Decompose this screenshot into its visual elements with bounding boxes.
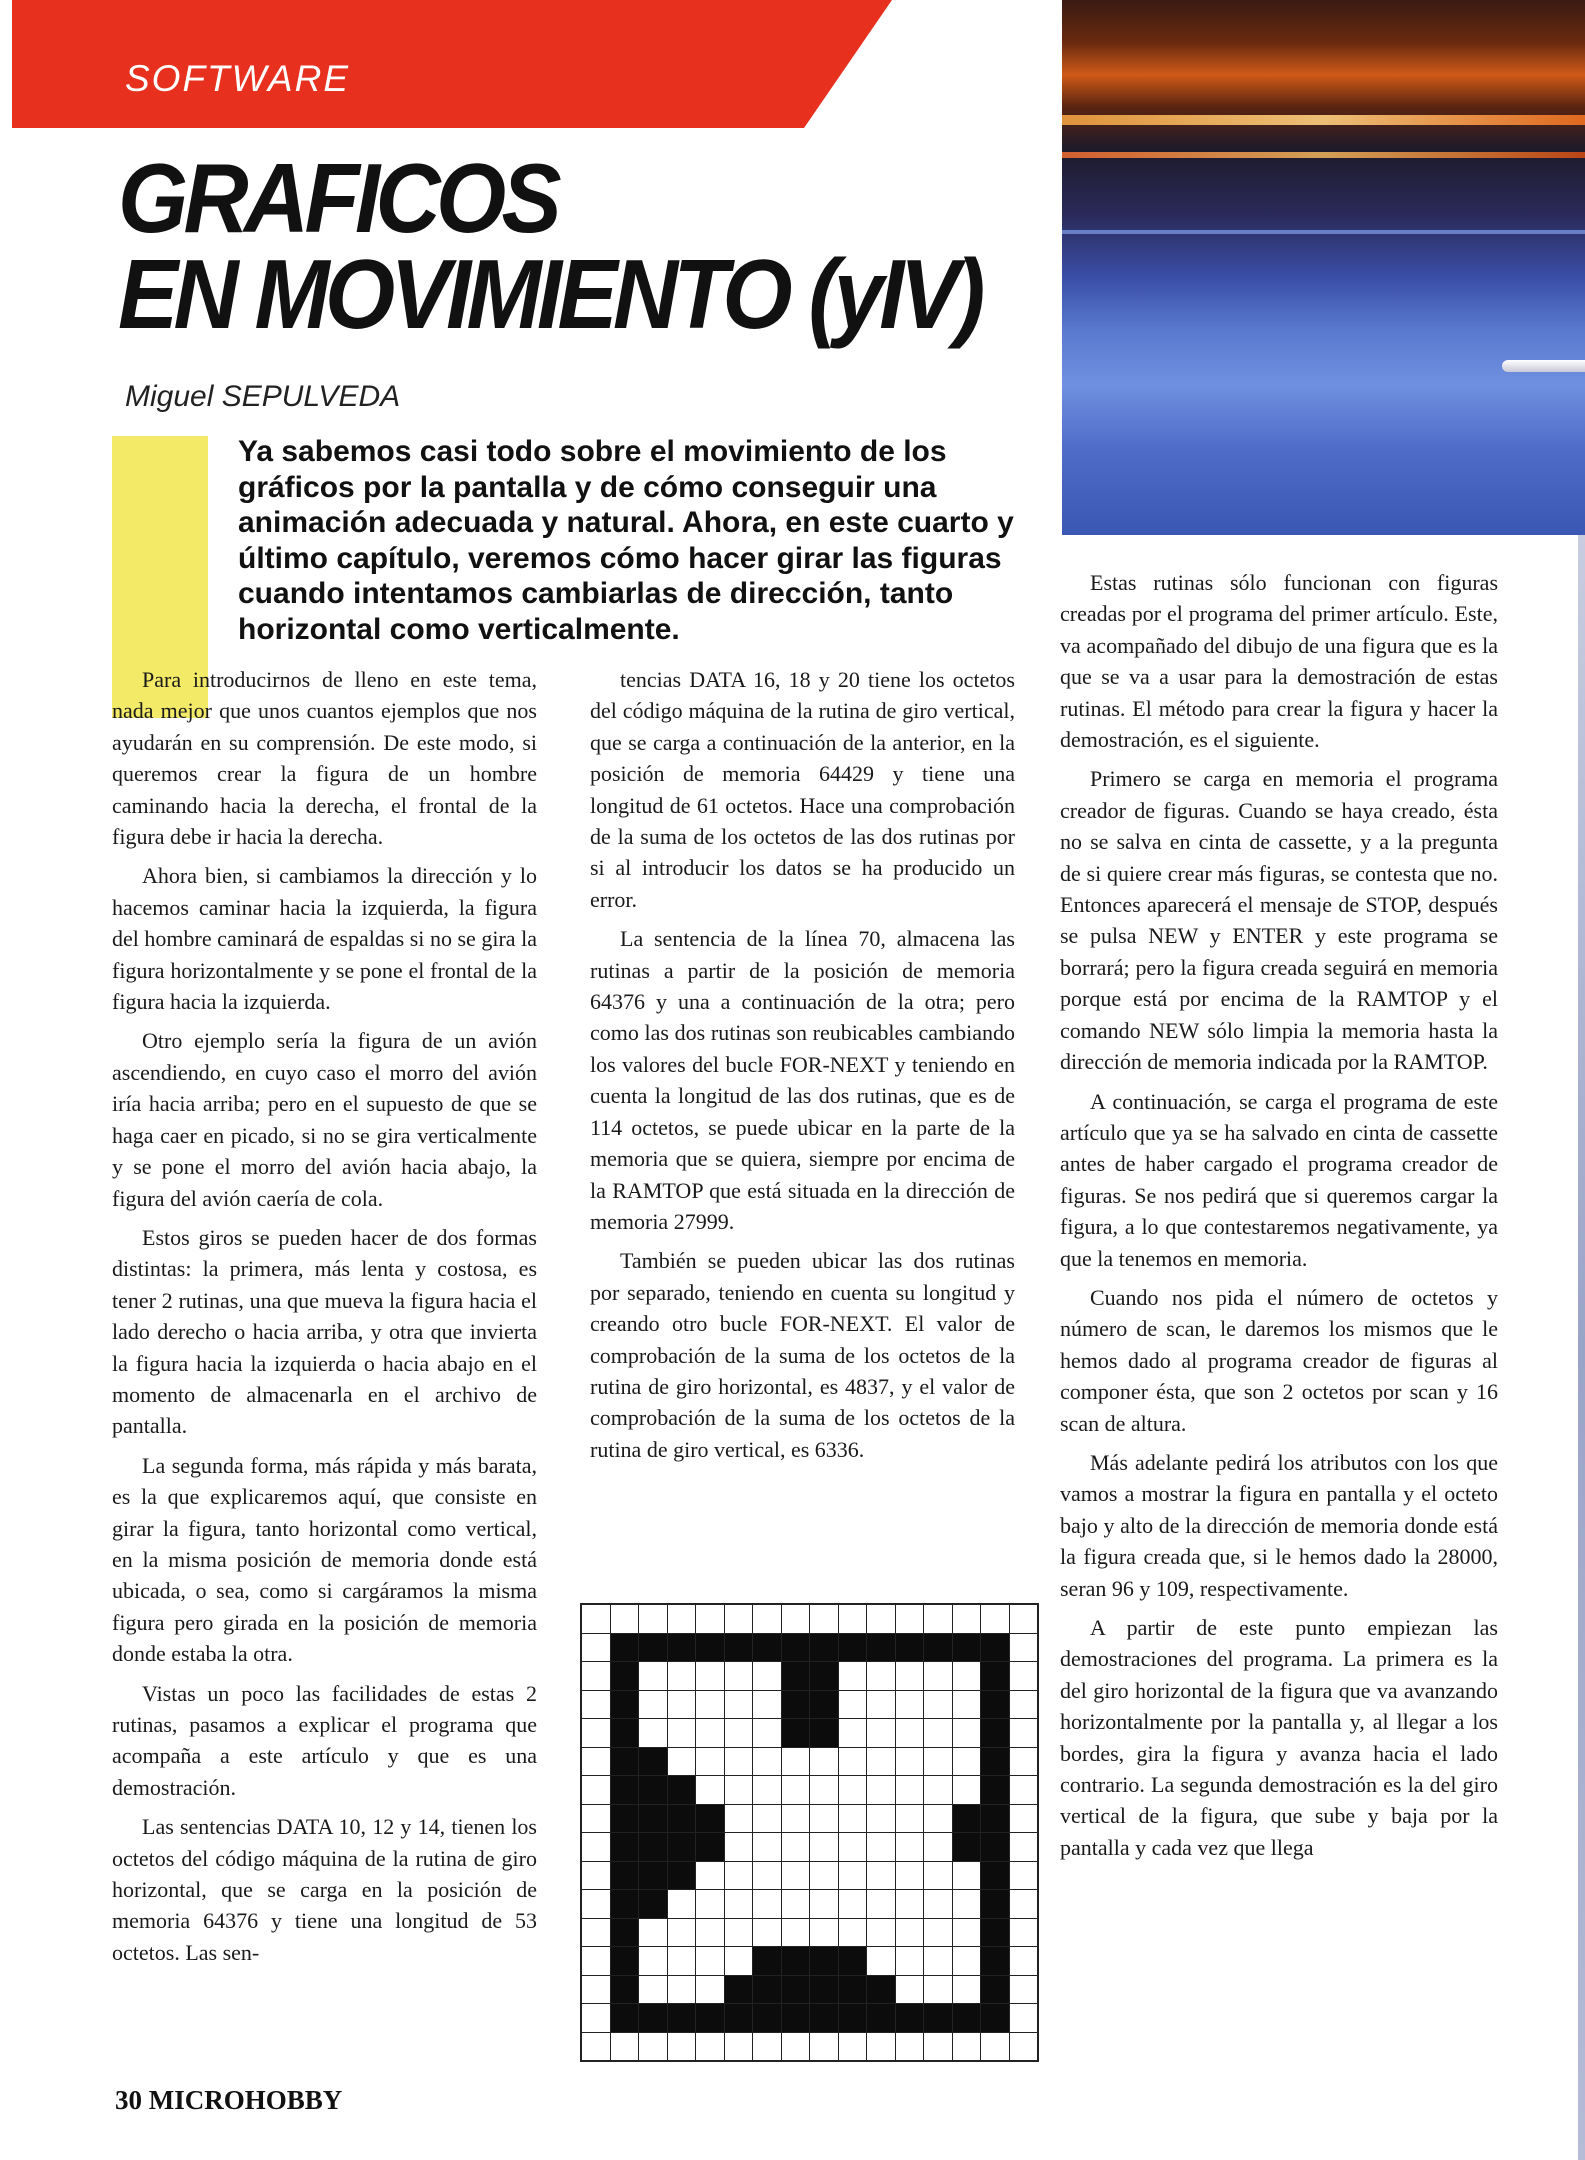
grid-cell (896, 1919, 924, 1947)
grid-cell (924, 1719, 952, 1747)
grid-cell (981, 2033, 1009, 2061)
grid-cell (867, 1919, 895, 1947)
grid-cell (725, 2033, 753, 2061)
grid-cell (953, 1862, 981, 1890)
grid-cell (810, 1691, 838, 1719)
grid-cell (924, 1748, 952, 1776)
grid-cell (896, 2033, 924, 2061)
grid-cell (896, 1605, 924, 1633)
grid-cell (782, 1947, 810, 1975)
paragraph: Las sentencias DATA 10, 12 y 14, tienen los octetos del código máquina de la rutina de giro horizontal, que se carga en la posición de memoria 64376 y tiene una longitud de 53 octetos. Las sen- (112, 1814, 537, 1965)
grid-cell (810, 2004, 838, 2032)
text-column-3 (1060, 567, 1498, 1871)
grid-cell (611, 1776, 639, 1804)
grid-cell (639, 2004, 667, 2032)
grid-cell (839, 1748, 867, 1776)
page-folio: 30 MICROHOBBY (115, 2085, 343, 2115)
grid-cell (896, 1662, 924, 1690)
grid-cell (981, 1634, 1009, 1662)
grid-cell (639, 1833, 667, 1861)
grid-cell (810, 1776, 838, 1804)
grid-cell (782, 1862, 810, 1890)
grid-cell (867, 1776, 895, 1804)
grid-cell (753, 1919, 781, 1947)
grid-cell (611, 1890, 639, 1918)
grid-cell (924, 2004, 952, 2032)
grid-cell (668, 1748, 696, 1776)
header-photo (1062, 0, 1585, 535)
grid-cell (611, 1605, 639, 1633)
grid-cell (981, 1776, 1009, 1804)
grid-cell (810, 2033, 838, 2061)
grid-cell (696, 1833, 724, 1861)
paragraph: tencias DATA 16, 18 y 20 tiene los octetos del código máquina de la rutina de giro vertical, que se carga a continuación de la anterior, en la posición de memoria 64429 y tiene una longitud de 61 octetos. Hace una comprobación de la suma de los octetos de las dos rutinas por si al introducir los datos se ha producido un error. (590, 667, 1015, 912)
photo-light-streak (1062, 230, 1585, 234)
grid-cell (953, 1833, 981, 1861)
grid-cell (611, 2004, 639, 2032)
grid-cell (924, 1919, 952, 1947)
grid-cell (782, 1691, 810, 1719)
grid-cell (725, 1719, 753, 1747)
grid-cell (924, 1605, 952, 1633)
grid-cell (611, 1719, 639, 1747)
paragraph: Primero se carga en memoria el programa creador de figuras. Cuando se haya creado, ésta no se salva en cinta de cassette, y a la pregunta de si quiere crear más figuras, se contesta que no. Entonces aparecerá el mensaje de STOP, después se pulsa NEW y ENTER y este programa se borrará; pero la figura creada seguirá en memoria porque está por encima de la RAMTOP y el comando NEW sólo limpia la memoria hasta la dirección de memoria indicada por la RAMTOP. (1060, 766, 1498, 1075)
grid-cell (839, 1805, 867, 1833)
grid-cell (668, 1947, 696, 1975)
grid-cell (953, 1805, 981, 1833)
grid-cell (953, 1748, 981, 1776)
grid-cell (725, 1919, 753, 1947)
grid-cell (839, 1862, 867, 1890)
grid-cell (753, 1976, 781, 2004)
paragraph: También se pueden ubicar las dos rutinas por separado, teniendo en cuenta su longitud y creando otro bucle FOR-NEXT. El valor de comprobación de la suma de los octetos de la rutina de giro horizontal, es 4837, y el valor de comprobación de la suma de los octetos de la rutina de giro vertical, es 6336. (590, 1248, 1015, 1462)
grid-cell (668, 1719, 696, 1747)
grid-cell (839, 1833, 867, 1861)
grid-cell (924, 1890, 952, 1918)
grid-cell (753, 1890, 781, 1918)
grid-cell (753, 1634, 781, 1662)
grid-cell (753, 1862, 781, 1890)
grid-cell (639, 1976, 667, 2004)
grid-cell (611, 1748, 639, 1776)
grid-cell (896, 1805, 924, 1833)
grid-cell (668, 1805, 696, 1833)
paragraph: Ahora bien, si cambiamos la dirección y lo hacemos caminar hacia la izquierda, la figura del hombre caminará de espaldas si no se gira la figura horizontalmente y se pone el frontal de la figura hacia la izquierda. (112, 863, 537, 1015)
grid-cell (582, 1691, 610, 1719)
grid-cell (639, 1890, 667, 1918)
paragraph: Más adelante pedirá los atributos con los que vamos a mostrar la figura en pantalla y el octeto bajo y alto de la dirección de memoria donde está la figura creada que, si le hemos dado la 28000, seran 96 y 109, respectivamente. (1060, 1449, 1498, 1601)
title-line-1: GRAFICOS (118, 143, 558, 253)
grid-cell (839, 1605, 867, 1633)
grid-cell (725, 1634, 753, 1662)
grid-cell (839, 1776, 867, 1804)
grid-cell (810, 1634, 838, 1662)
grid-cell (896, 1634, 924, 1662)
grid-cell (668, 1662, 696, 1690)
grid-cell (867, 1862, 895, 1890)
grid-cell (696, 2033, 724, 2061)
photo-missile (1502, 360, 1585, 372)
grid-cell (810, 1719, 838, 1747)
grid-cell (668, 1919, 696, 1947)
grid-cell (696, 1634, 724, 1662)
grid-cell (582, 1833, 610, 1861)
grid-cell (953, 1662, 981, 1690)
grid-cell (953, 1919, 981, 1947)
grid-cell (611, 1947, 639, 1975)
grid-cell (696, 1748, 724, 1776)
grid-cell (867, 2004, 895, 2032)
paragraph: Otro ejemplo sería la figura de un avión ascendiendo, en cuyo caso el morro del avión iría hacia arriba; pero en el supuesto de que se haga caer en picado, si no se gira verticalmente y se pone el morro del avión hacia abajo, la figura del avión caería de cola. (112, 1028, 537, 1211)
grid-cell (668, 1833, 696, 1861)
grid-cell (753, 1805, 781, 1833)
grid-cell (611, 1862, 639, 1890)
grid-cell (810, 1748, 838, 1776)
grid-cell (725, 2004, 753, 2032)
grid-cell (924, 1691, 952, 1719)
grid-cell (725, 1776, 753, 1804)
section-label: SOFTWARE (125, 58, 350, 99)
grid-cell (725, 1605, 753, 1633)
grid-cell (867, 1634, 895, 1662)
grid-cell (725, 1976, 753, 2004)
grid-cell (953, 1634, 981, 1662)
grid-cell (782, 1634, 810, 1662)
grid-cell (867, 1719, 895, 1747)
paragraph: Vistas un poco las facilidades de estas 2 rutinas, pasamos a explicar el programa que acompaña a este artículo y que es una demostración. (112, 1680, 537, 1800)
grid-cell (639, 1919, 667, 1947)
sprite-grid-figure (580, 1603, 1039, 2062)
grid-cell (953, 1947, 981, 1975)
grid-cell (981, 1748, 1009, 1776)
grid-cell (696, 1662, 724, 1690)
grid-cell (953, 1776, 981, 1804)
grid-cell (639, 1776, 667, 1804)
grid-cell (725, 1662, 753, 1690)
grid-cell (810, 1862, 838, 1890)
grid-cell (696, 1890, 724, 1918)
grid-cell (1010, 1662, 1038, 1690)
grid-cell (839, 1662, 867, 1690)
grid-cell (696, 1947, 724, 1975)
grid-cell (924, 2033, 952, 2061)
grid-cell (981, 1890, 1009, 1918)
grid-cell (867, 1890, 895, 1918)
grid-cell (668, 1605, 696, 1633)
grid-cell (1010, 1919, 1038, 1947)
grid-cell (839, 2004, 867, 2032)
grid-cell (896, 1890, 924, 1918)
grid-cell (953, 2033, 981, 2061)
grid-cell (696, 2004, 724, 2032)
grid-cell (839, 1691, 867, 1719)
grid-cell (582, 1605, 610, 1633)
paragraph: A partir de este punto empiezan las demostraciones del programa. La primera es la del giro horizontal de la figura que va avanzando horizontalmente por la pantalla y, al llegar a los bordes, gira la figura y avanza hacia el lado contrario. La segunda demostración es la del giro vertical de la figura, que sube y baja por la pantalla y cada vez que llega (1060, 1615, 1498, 1860)
grid-cell (582, 1748, 610, 1776)
grid-cell (953, 1605, 981, 1633)
grid-cell (1010, 1719, 1038, 1747)
grid-cell (725, 1890, 753, 1918)
photo-light-streak (1062, 115, 1585, 125)
grid-cell (896, 2004, 924, 2032)
grid-cell (1010, 1890, 1038, 1918)
grid-cell (611, 1805, 639, 1833)
grid-cell (782, 1605, 810, 1633)
grid-cell (1010, 1634, 1038, 1662)
grid-cell (696, 1605, 724, 1633)
grid-cell (896, 1833, 924, 1861)
grid-cell (725, 1833, 753, 1861)
grid-cell (582, 1947, 610, 1975)
paragraph: La sentencia de la línea 70, almacena las rutinas a partir de la posición de memoria 64376 y una a continuación de la otra; pero como las dos rutinas son reubicables cambiando los valores del bucle FOR-NEXT y teniendo en cuenta la longitud de las dos rutinas, que es de 114 octetos, se puede ubicar en la parte de la memoria que se quiera, siempre por encima de la RAMTOP que está situada en la dirección de memoria 27999. (590, 926, 1015, 1234)
grid-cell (981, 1947, 1009, 1975)
grid-cell (639, 1634, 667, 1662)
grid-cell (611, 1833, 639, 1861)
grid-cell (839, 1919, 867, 1947)
grid-cell (981, 1919, 1009, 1947)
grid-cell (839, 1976, 867, 2004)
grid-cell (639, 1719, 667, 1747)
grid-cell (896, 1748, 924, 1776)
grid-cell (867, 1691, 895, 1719)
grid-cell (639, 2033, 667, 2061)
grid-cell (782, 1976, 810, 2004)
grid-cell (981, 1605, 1009, 1633)
grid-cell (639, 1662, 667, 1690)
grid-cell (696, 1719, 724, 1747)
grid-cell (924, 1634, 952, 1662)
grid-cell (924, 1976, 952, 2004)
grid-cell (810, 1833, 838, 1861)
grid-cell (753, 1833, 781, 1861)
grid-cell (753, 2033, 781, 2061)
title-line-2: EN MOVIMIENTO (yIV) (118, 239, 981, 349)
grid-cell (867, 1976, 895, 2004)
grid-cell (668, 2004, 696, 2032)
grid-cell (753, 1947, 781, 1975)
grid-cell (582, 1919, 610, 1947)
grid-cell (924, 1662, 952, 1690)
grid-cell (753, 1719, 781, 1747)
article-title (118, 143, 981, 349)
grid-cell (810, 1805, 838, 1833)
grid-cell (1010, 1805, 1038, 1833)
grid-cell (611, 1662, 639, 1690)
grid-cell (782, 1719, 810, 1747)
grid-cell (582, 1805, 610, 1833)
grid-cell (725, 1691, 753, 1719)
grid-cell (953, 1719, 981, 1747)
grid-cell (896, 1862, 924, 1890)
grid-cell (896, 1691, 924, 1719)
grid-cell (1010, 1976, 1038, 2004)
grid-cell (696, 1805, 724, 1833)
grid-cell (867, 1805, 895, 1833)
grid-cell (981, 1805, 1009, 1833)
grid-cell (611, 1976, 639, 2004)
grid-cell (810, 1947, 838, 1975)
grid-cell (582, 2004, 610, 2032)
grid-cell (981, 1719, 1009, 1747)
grid-cell (867, 1605, 895, 1633)
grid-cell (753, 2004, 781, 2032)
grid-cell (782, 1662, 810, 1690)
grid-cell (782, 2004, 810, 2032)
grid-cell (696, 1862, 724, 1890)
grid-cell (924, 1947, 952, 1975)
grid-cell (924, 1776, 952, 1804)
grid-cell (953, 1976, 981, 2004)
grid-cell (611, 2033, 639, 2061)
grid-cell (668, 1862, 696, 1890)
grid-cell (953, 2004, 981, 2032)
grid-cell (782, 1890, 810, 1918)
grid-cell (611, 1634, 639, 1662)
grid-cell (582, 2033, 610, 2061)
grid-cell (753, 1691, 781, 1719)
grid-cell (810, 1976, 838, 2004)
grid-cell (953, 1691, 981, 1719)
grid-cell (1010, 1862, 1038, 1890)
grid-cell (810, 1890, 838, 1918)
paragraph: A continuación, se carga el programa de este artículo que ya se ha salvado en cinta de cassette antes de haber cargado el programa creador de figuras. Se nos pedirá que si queremos cargar la figura, a lo que contestaremos negativamente, ya que la tenemos en memoria. (1060, 1088, 1498, 1271)
grid-cell (668, 1691, 696, 1719)
grid-cell (782, 1805, 810, 1833)
grid-cell (611, 1691, 639, 1719)
grid-cell (867, 1833, 895, 1861)
grid-cell (639, 1691, 667, 1719)
grid-cell (1010, 2033, 1038, 2061)
grid-cell (639, 1862, 667, 1890)
grid-cell (981, 1662, 1009, 1690)
grid-cell (696, 1976, 724, 2004)
grid-cell (1010, 1833, 1038, 1861)
grid-cell (753, 1776, 781, 1804)
grid-cell (782, 1919, 810, 1947)
grid-cell (839, 1947, 867, 1975)
grid-cell (782, 1748, 810, 1776)
photo-light-streak (1062, 152, 1585, 158)
grid-cell (1010, 1748, 1038, 1776)
grid-cell (924, 1833, 952, 1861)
text-column-1 (112, 664, 537, 1976)
grid-cell (924, 1805, 952, 1833)
grid-cell (582, 1776, 610, 1804)
grid-cell (981, 1862, 1009, 1890)
grid-cell (668, 1776, 696, 1804)
grid-cell (696, 1919, 724, 1947)
grid-cell (611, 1919, 639, 1947)
grid-cell (639, 1605, 667, 1633)
paragraph: Estos giros se pueden hacer de dos formas distintas: la primera, más lenta y costosa, es tener 2 rutinas, una que mueva la figura hacia el lado derecho o hacia arriba, y otra que invierta la figura hacia la izquierda o hacia abajo en el momento de almacenarla en el archivo de pantalla. (112, 1224, 537, 1439)
grid-cell (668, 1634, 696, 1662)
grid-cell (782, 1833, 810, 1861)
author-byline: Miguel SEPULVEDA (125, 380, 401, 413)
grid-cell (981, 1833, 1009, 1861)
grid-cell (753, 1605, 781, 1633)
grid-cell (810, 1662, 838, 1690)
grid-cell (981, 1691, 1009, 1719)
paragraph: Para introducirnos de lleno en este tema, nada mejor que unos cuantos ejemplos que nos ayudarán en su comprensión. De este modo, si queremos crear la figura de un hombre caminando hacia la derecha, el frontal de la figura debe ir hacia la derecha. (112, 667, 537, 850)
grid-cell (668, 1890, 696, 1918)
paragraph: Cuando nos pida el número de octetos y número de scan, le daremos los mismos que le hemos dado al programa creador de figuras al componer ésta, que son 2 octetos por scan y 16 scan de altura. (1060, 1284, 1498, 1436)
grid-cell (981, 1976, 1009, 2004)
grid-cell (1010, 1776, 1038, 1804)
grid-cell (867, 1947, 895, 1975)
grid-cell (839, 1890, 867, 1918)
grid-cell (725, 1947, 753, 1975)
grid-cell (582, 1976, 610, 2004)
grid-cell (639, 1947, 667, 1975)
grid-cell (867, 1748, 895, 1776)
grid-cell (639, 1805, 667, 1833)
grid-cell (582, 1719, 610, 1747)
grid-cell (1010, 1947, 1038, 1975)
grid-cell (753, 1662, 781, 1690)
grid-cell (1010, 1605, 1038, 1633)
grid-cell (896, 1776, 924, 1804)
grid-cell (839, 1719, 867, 1747)
grid-cell (696, 1776, 724, 1804)
grid-cell (839, 1634, 867, 1662)
grid-cell (582, 1890, 610, 1918)
grid-cell (1010, 1691, 1038, 1719)
grid-cell (896, 1976, 924, 2004)
grid-cell (896, 1719, 924, 1747)
grid-cell (839, 2033, 867, 2061)
paragraph: La segunda forma, más rápida y más barata, es la que explicaremos aquí, que consiste en girar la figura, tanto horizontal como vertical, en la misma posición de memoria donde está ubicada, o sea, como si cargáramos la misma figura pero girada en la posición de memoria donde estaba la otra. (112, 1452, 537, 1667)
grid-cell (953, 1890, 981, 1918)
grid-cell (1010, 2004, 1038, 2032)
grid-cell (924, 1862, 952, 1890)
grid-cell (867, 1662, 895, 1690)
grid-cell (725, 1805, 753, 1833)
text-column-2 (590, 664, 1015, 1473)
grid-cell (753, 1748, 781, 1776)
grid-cell (810, 1605, 838, 1633)
grid-cell (582, 1862, 610, 1890)
grid-cell (782, 1776, 810, 1804)
grid-cell (696, 1691, 724, 1719)
grid-cell (725, 1748, 753, 1776)
article-intro: Ya sabemos casi todo sobre el movimiento de los gráficos por la pantalla y de cómo conseguir una animación adecuada y natural. Ahora, en este cuarto y último capítulo, veremos cómo hacer girar las figuras cuando intentamos cambiarlas de dirección, tanto horizontal como verticalmente. (238, 435, 1014, 646)
grid-cell (725, 1862, 753, 1890)
page-edge-strip (1578, 535, 1585, 2160)
grid-cell (668, 2033, 696, 2061)
grid-cell (810, 1919, 838, 1947)
grid-cell (639, 1748, 667, 1776)
grid-cell (782, 2033, 810, 2061)
grid-cell (582, 1634, 610, 1662)
grid-cell (582, 1662, 610, 1690)
grid-cell (896, 1947, 924, 1975)
paragraph: Estas rutinas sólo funcionan con figuras creadas por el programa del primer artículo. Este, va acompañado del dibujo de una figura que es la que se va a usar para la demostración de estas rutinas. El método para crear la figura y hacer la demostración, es el siguiente. (1060, 570, 1498, 753)
grid-cell (867, 2033, 895, 2061)
grid-cell (981, 2004, 1009, 2032)
grid-cell (668, 1976, 696, 2004)
